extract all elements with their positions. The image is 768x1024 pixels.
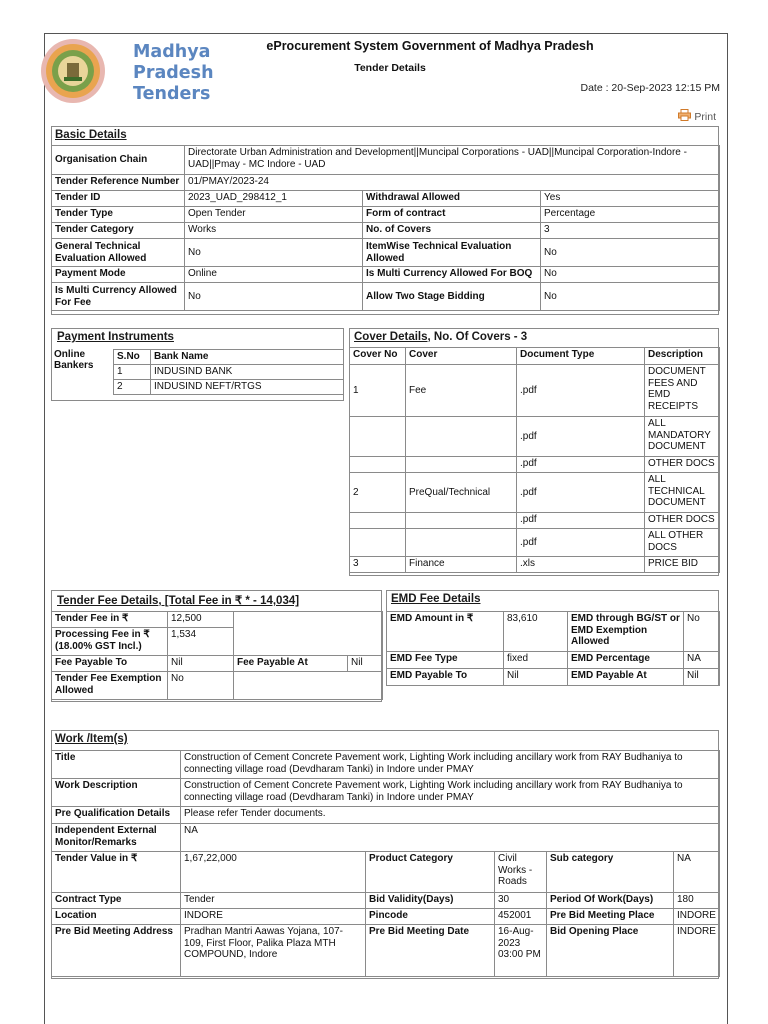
bank-sno: 2 [114, 380, 151, 395]
document-type: .xls [517, 557, 645, 573]
table-row [350, 513, 720, 529]
table-row [350, 529, 720, 557]
category-label: Tender Category [52, 223, 185, 239]
multi-fee-value: No [185, 283, 363, 311]
pre-bid-date-label: Pre Bid Meeting Date [366, 925, 495, 977]
emd-payable-to-value: Nil [504, 669, 568, 686]
tender-fee-heading [57, 593, 299, 607]
page-title: eProcurement System Government of Madhya Pradesh [266, 39, 594, 53]
two-stage-label: Allow Two Stage Bidding [363, 283, 541, 311]
bankers-table [113, 349, 344, 395]
cover-no: 2 [350, 473, 406, 513]
cover-name: Fee [406, 365, 517, 417]
gte-value: No [185, 239, 363, 267]
pre-bid-place-value: INDORE [674, 909, 720, 925]
emd-bg-label: EMD through BG/ST or EMD Exemption Allowed [568, 612, 684, 652]
contract-type-label: Contract Type [52, 893, 181, 909]
bank-name: INDUSIND NEFT/RTGS [151, 380, 344, 395]
cover-details-heading-rest: , No. Of Covers - 3 [427, 331, 528, 343]
emd-payable-to-label: EMD Payable To [387, 669, 504, 686]
org-chain-label: Organisation Chain [52, 146, 185, 175]
prequal-value: Please refer Tender documents. [181, 807, 720, 824]
product-category-value: Civil Works - Roads [495, 852, 547, 893]
emd-percentage-label: EMD Percentage [568, 652, 684, 669]
col-cover: Cover [406, 348, 517, 365]
online-bankers-label: Online Bankers [54, 349, 94, 371]
cover-details-heading-main: Cover Details [354, 331, 428, 343]
work-items-table [51, 750, 720, 977]
prequal-label: Pre Qualification Details [52, 807, 181, 824]
emd-payable-at-value: Nil [684, 669, 720, 686]
contract-type-value: Tender [181, 893, 366, 909]
document-type: .pdf [517, 513, 645, 529]
col-bank-name: Bank Name [151, 350, 344, 365]
bid-opening-place-label: Bid Opening Place [547, 925, 674, 977]
logo-line-2: Pradesh [133, 63, 214, 83]
document-type: .pdf [517, 417, 645, 457]
col-sno: S.No [114, 350, 151, 365]
processing-fee-label: Processing Fee in ₹ (18.00% GST Incl.) [52, 628, 168, 656]
bid-opening-place-value: INDORE [674, 925, 720, 977]
logo-line-1: Madhya [133, 42, 211, 62]
description: PRICE BID [645, 557, 720, 573]
tender-type-value: Open Tender [185, 207, 363, 223]
covers-value: 3 [541, 223, 720, 239]
work-description-value: Construction of Cement Concrete Pavement work, Lighting Work including ancillary work from RAY Budhaniya to connecting village road (Devdharam Tanki) in Indore under PMAY [181, 779, 720, 807]
tender-ref-label: Tender Reference Number [52, 175, 185, 191]
form-contract-label: Form of contract [363, 207, 541, 223]
col-description: Description [645, 348, 720, 365]
tender-ref-value: 01/PMAY/2023-24 [185, 175, 720, 191]
cover-name: PreQual/Technical [406, 473, 517, 513]
org-chain-value: Directorate Urban Administration and Development||Muncipal Corporations - UAD||Muncipal Corporation-Indore - UAD||Pmay - MC Indore - UAD [185, 146, 720, 175]
pincode-value: 452001 [495, 909, 547, 925]
printer-icon [678, 109, 691, 124]
document-type: .pdf [517, 365, 645, 417]
work-description-label: Work Description [52, 779, 181, 807]
tender-id-label: Tender ID [52, 191, 185, 207]
fee-payable-at-label: Fee Payable At [234, 656, 348, 672]
pre-bid-address-value: Pradhan Mantri Aawas Yojana, 107-109, First Floor, Palika Plaza MTH COMPOUND, Indore [181, 925, 366, 977]
print-label: Print [694, 110, 716, 123]
pre-bid-date-value: 16-Aug-2023 03:00 PM [495, 925, 547, 977]
cover-name: Finance [406, 557, 517, 573]
monitor-value: NA [181, 824, 720, 852]
tender-value-label: Tender Value in ₹ [52, 852, 181, 893]
tender-fee-heading-main: Tender Fee Details [57, 595, 159, 607]
emd-amount-label: EMD Amount in ₹ [387, 612, 504, 652]
emd-amount-value: 83,610 [504, 612, 568, 652]
sub-category-value: NA [674, 852, 720, 893]
location-label: Location [52, 909, 181, 925]
pincode-label: Pincode [366, 909, 495, 925]
emd-type-label: EMD Fee Type [387, 652, 504, 669]
bank-name: INDUSIND BANK [151, 365, 344, 380]
two-stage-value: No [541, 283, 720, 311]
emd-fee-table [386, 611, 720, 686]
bank-sno: 1 [114, 365, 151, 380]
document-type: .pdf [517, 457, 645, 473]
tender-id-value: 2023_UAD_298412_1 [185, 191, 363, 207]
description: ALL MANDATORY DOCUMENT [645, 417, 720, 457]
document-type: .pdf [517, 529, 645, 557]
tender-fee-heading-rest: , [Total Fee in ₹ * - 14,034] [158, 595, 300, 607]
bid-validity-label: Bid Validity(Days) [366, 893, 495, 909]
covers-label: No. of Covers [363, 223, 541, 239]
processing-fee-value: 1,534 [168, 628, 234, 656]
sub-category-label: Sub category [547, 852, 674, 893]
emd-fee-heading: EMD Fee Details [391, 593, 481, 605]
pre-bid-address-label: Pre Bid Meeting Address [52, 925, 181, 977]
mp-emblem-logo [40, 38, 106, 104]
multi-fee-label: Is Multi Currency Allowed For Fee [52, 283, 185, 311]
itemwise-value: No [541, 239, 720, 267]
tender-value-value: 1,67,22,000 [181, 852, 366, 893]
print-button[interactable] [678, 109, 716, 124]
work-items-heading: Work /Item(s) [55, 733, 128, 745]
cover-details-table [349, 347, 720, 573]
product-category-label: Product Category [366, 852, 495, 893]
tender-fee-label: Tender Fee in ₹ [52, 612, 168, 628]
withdrawal-value: Yes [541, 191, 720, 207]
fee-payable-at-value: Nil [348, 656, 383, 672]
location-value: INDORE [181, 909, 366, 925]
payment-mode-value: Online [185, 267, 363, 283]
basic-details-heading: Basic Details [55, 129, 127, 141]
cover-no: 3 [350, 557, 406, 573]
page-subtitle: Tender Details [354, 62, 426, 74]
emd-bg-value: No [684, 612, 720, 652]
withdrawal-label: Withdrawal Allowed [363, 191, 541, 207]
multi-boq-value: No [541, 267, 720, 283]
table-row [350, 557, 720, 573]
col-document-type: Document Type [517, 348, 645, 365]
emd-type-value: fixed [504, 652, 568, 669]
fee-exemption-label: Tender Fee Exemption Allowed [52, 672, 168, 700]
description: OTHER DOCS [645, 457, 720, 473]
description: OTHER DOCS [645, 513, 720, 529]
pre-bid-place-label: Pre Bid Meeting Place [547, 909, 674, 925]
table-row [114, 365, 344, 380]
table-row [350, 473, 720, 513]
emd-percentage-value: NA [684, 652, 720, 669]
tender-fee-table [51, 611, 383, 700]
tender-fee-value: 12,500 [168, 612, 234, 628]
itemwise-label: ItemWise Technical Evaluation Allowed [363, 239, 541, 267]
table-row [350, 365, 720, 417]
fee-payable-to-value: Nil [168, 656, 234, 672]
col-cover-no: Cover No [350, 348, 406, 365]
multi-boq-label: Is Multi Currency Allowed For BOQ [363, 267, 541, 283]
gte-label: General Technical Evaluation Allowed [52, 239, 185, 267]
payment-mode-label: Payment Mode [52, 267, 185, 283]
cover-no: 1 [350, 365, 406, 417]
period-of-work-value: 180 [674, 893, 720, 909]
category-value: Works [185, 223, 363, 239]
form-contract-value: Percentage [541, 207, 720, 223]
bid-validity-value: 30 [495, 893, 547, 909]
cover-details-heading [354, 331, 527, 343]
monitor-label: Independent External Monitor/Remarks [52, 824, 181, 852]
fee-exemption-value: No [168, 672, 234, 700]
description: ALL TECHNICAL DOCUMENT [645, 473, 720, 513]
tender-type-label: Tender Type [52, 207, 185, 223]
basic-details-table [51, 145, 720, 311]
work-title-label: Title [52, 751, 181, 779]
document-type: .pdf [517, 473, 645, 513]
period-of-work-label: Period Of Work(Days) [547, 893, 674, 909]
description: DOCUMENT FEES AND EMD RECEIPTS [645, 365, 720, 417]
table-row [114, 380, 344, 395]
fee-payable-to-label: Fee Payable To [52, 656, 168, 672]
emd-payable-at-label: EMD Payable At [568, 669, 684, 686]
date-stamp: Date : 20-Sep-2023 12:15 PM [580, 82, 720, 94]
payment-instruments-heading: Payment Instruments [57, 331, 174, 343]
logo-line-3: Tenders [133, 84, 211, 104]
work-title-value: Construction of Cement Concrete Pavement work, Lighting Work including ancillary work from RAY Budhaniya to connecting village road (Devdharam Tanki) in Indore under PMAY [181, 751, 720, 779]
table-row [350, 457, 720, 473]
table-row [350, 417, 720, 457]
description: ALL OTHER DOCS [645, 529, 720, 557]
